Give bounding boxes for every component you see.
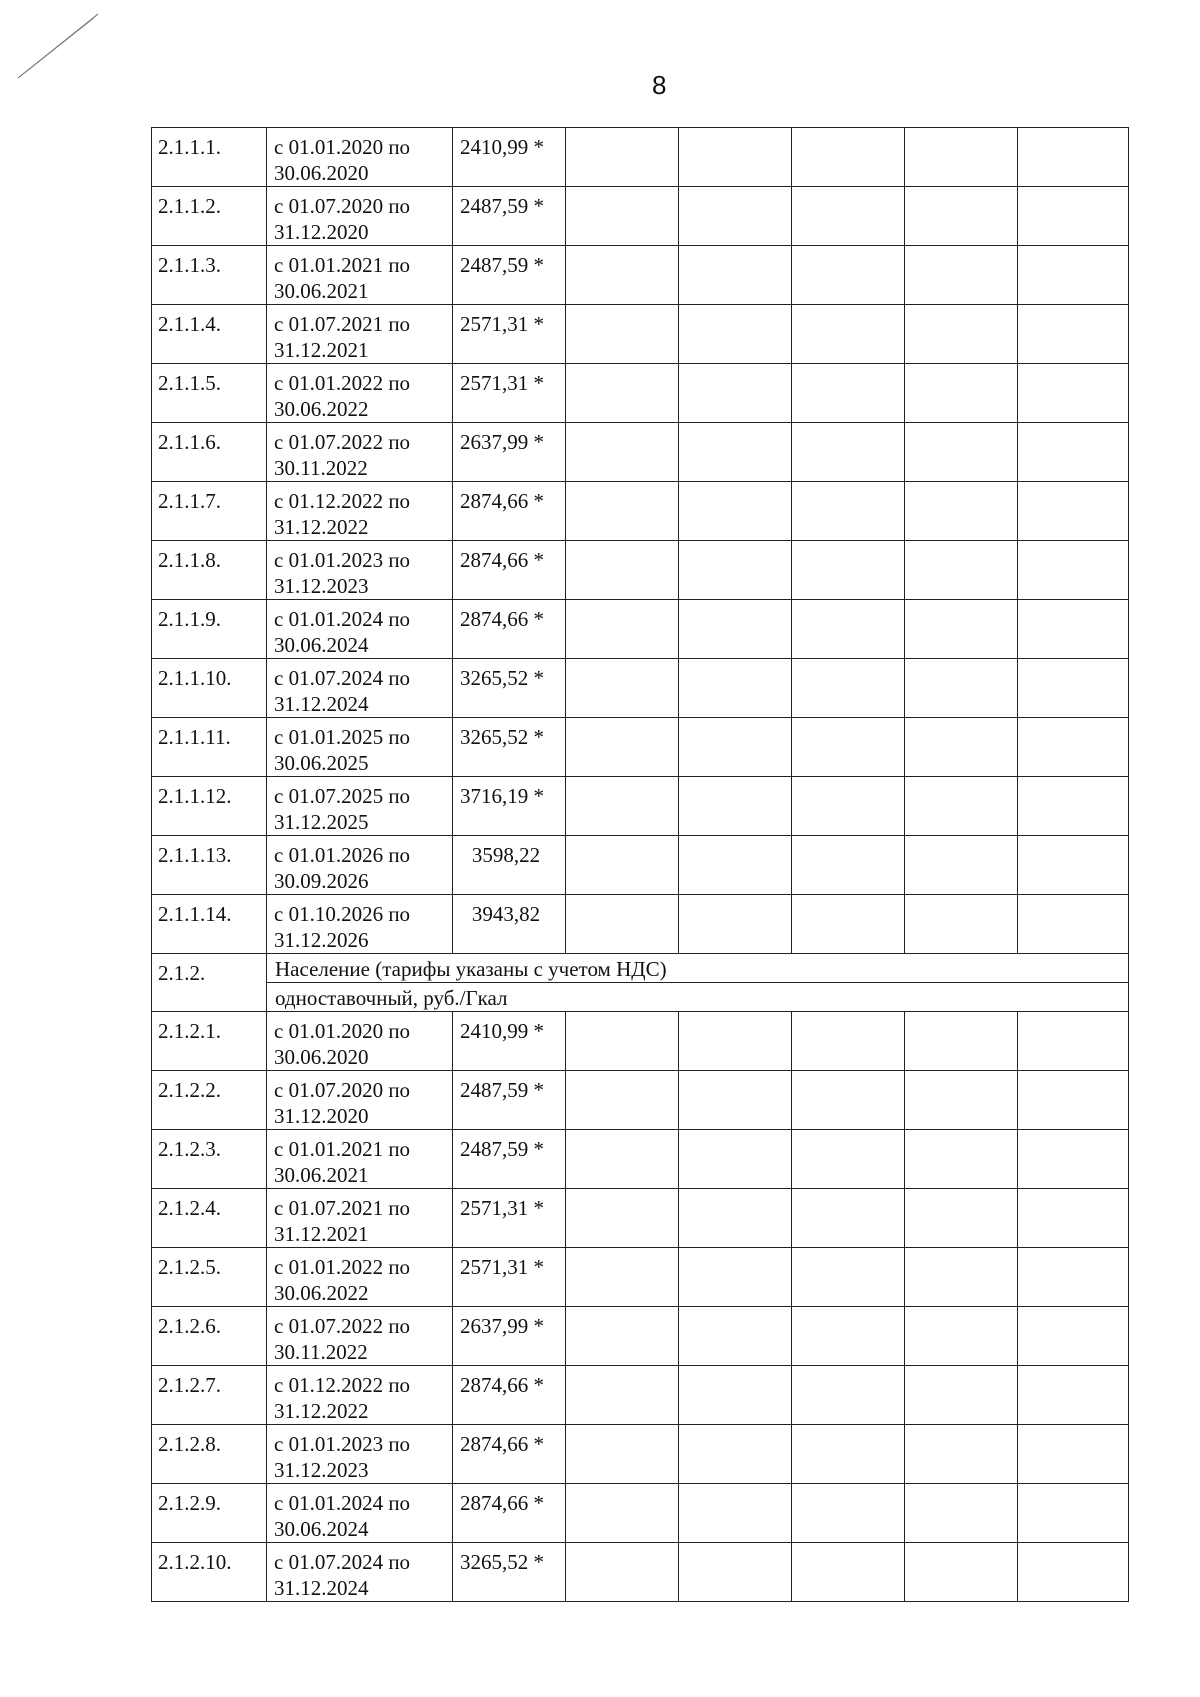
empty-cell	[905, 423, 1018, 482]
empty-cell	[905, 1189, 1018, 1248]
empty-cell	[679, 1307, 792, 1366]
empty-cell	[792, 895, 905, 954]
row-number: 2.1.1.14.	[152, 895, 267, 954]
row-number: 2.1.1.3.	[152, 246, 267, 305]
period-cell	[267, 1012, 453, 1071]
period-cell	[267, 541, 453, 600]
empty-cell	[1018, 128, 1129, 187]
pen-stroke-mark	[14, 12, 104, 82]
period-end: 31.12.2024	[274, 692, 369, 716]
empty-cell	[905, 1130, 1018, 1189]
empty-cell	[679, 1130, 792, 1189]
empty-cell	[679, 1071, 792, 1130]
empty-cell	[566, 1425, 679, 1484]
period-cell	[267, 187, 453, 246]
period-start: с 01.07.2020 по	[274, 1078, 411, 1102]
empty-cell	[1018, 246, 1129, 305]
tariff-value: 2874,66 *	[453, 482, 566, 541]
empty-cell	[905, 1307, 1018, 1366]
empty-cell	[905, 659, 1018, 718]
empty-cell	[566, 541, 679, 600]
empty-cell	[905, 364, 1018, 423]
empty-cell	[792, 600, 905, 659]
row-number: 2.1.1.12.	[152, 777, 267, 836]
empty-cell	[566, 423, 679, 482]
table-row	[152, 128, 1129, 187]
empty-cell	[1018, 600, 1129, 659]
period-start: с 01.01.2024 по	[274, 607, 411, 631]
empty-cell	[1018, 541, 1129, 600]
empty-cell	[1018, 305, 1129, 364]
period-cell	[267, 1130, 453, 1189]
period-end: 31.12.2023	[274, 574, 369, 598]
empty-cell	[1018, 1130, 1129, 1189]
period-cell	[267, 1071, 453, 1130]
empty-cell	[1018, 1189, 1129, 1248]
period-cell	[267, 482, 453, 541]
period-end: 31.12.2021	[274, 1222, 369, 1246]
empty-cell	[792, 1071, 905, 1130]
empty-cell	[792, 423, 905, 482]
empty-cell	[566, 600, 679, 659]
period-end: 31.12.2020	[274, 1104, 369, 1128]
empty-cell	[566, 128, 679, 187]
empty-cell	[1018, 1543, 1129, 1602]
tariff-value: 2487,59 *	[453, 1130, 566, 1189]
empty-cell	[1018, 895, 1129, 954]
empty-cell	[792, 1307, 905, 1366]
table-row	[152, 600, 1129, 659]
row-number: 2.1.1.2.	[152, 187, 267, 246]
period-cell	[267, 128, 453, 187]
empty-cell	[905, 895, 1018, 954]
empty-cell	[792, 718, 905, 777]
table-row	[152, 482, 1129, 541]
table-row	[152, 541, 1129, 600]
empty-cell	[679, 1484, 792, 1543]
empty-cell	[1018, 836, 1129, 895]
row-number: 2.1.1.5.	[152, 364, 267, 423]
row-number: 2.1.1.13.	[152, 836, 267, 895]
table-row	[152, 423, 1129, 482]
period-cell	[267, 659, 453, 718]
table-row	[152, 364, 1129, 423]
empty-cell	[905, 718, 1018, 777]
empty-cell	[679, 246, 792, 305]
period-end: 31.12.2022	[274, 515, 369, 539]
empty-cell	[905, 1071, 1018, 1130]
period-start: с 01.12.2022 по	[274, 489, 411, 513]
period-start: с 01.01.2024 по	[274, 1491, 411, 1515]
period-cell	[267, 836, 453, 895]
period-start: с 01.07.2022 по	[274, 430, 411, 454]
empty-cell	[679, 777, 792, 836]
empty-cell	[905, 1543, 1018, 1602]
table-row	[152, 1366, 1129, 1425]
table-row	[152, 246, 1129, 305]
empty-cell	[792, 836, 905, 895]
group-number: 2.1.2.	[152, 954, 267, 1012]
empty-cell	[905, 541, 1018, 600]
empty-cell	[792, 1425, 905, 1484]
empty-cell	[566, 187, 679, 246]
period-end: 30.06.2022	[274, 1281, 369, 1305]
period-end: 30.06.2024	[274, 1517, 369, 1541]
empty-cell	[679, 1189, 792, 1248]
period-end: 30.06.2021	[274, 1163, 369, 1187]
period-end: 31.12.2023	[274, 1458, 369, 1482]
table-row	[152, 1307, 1129, 1366]
tariff-value: 2637,99 *	[453, 1307, 566, 1366]
period-end: 31.12.2026	[274, 928, 369, 952]
tariff-value: 2410,99 *	[453, 128, 566, 187]
empty-cell	[566, 1071, 679, 1130]
empty-cell	[792, 1130, 905, 1189]
table-row	[152, 305, 1129, 364]
empty-cell	[792, 541, 905, 600]
row-number: 2.1.2.8.	[152, 1425, 267, 1484]
empty-cell	[679, 1012, 792, 1071]
empty-cell	[1018, 1071, 1129, 1130]
tariff-value: 2487,59 *	[453, 1071, 566, 1130]
empty-cell	[566, 305, 679, 364]
empty-cell	[679, 1248, 792, 1307]
empty-cell	[679, 128, 792, 187]
table-row	[152, 777, 1129, 836]
tariff-table	[151, 127, 1129, 1602]
empty-cell	[679, 423, 792, 482]
period-end: 30.09.2026	[274, 869, 369, 893]
period-end: 31.12.2020	[274, 220, 369, 244]
section-2-1-2-header	[152, 954, 1129, 1012]
empty-cell	[566, 482, 679, 541]
group-subheader-row	[152, 983, 1129, 1012]
empty-cell	[679, 1425, 792, 1484]
period-end: 31.12.2024	[274, 1576, 369, 1600]
tariff-value: 2874,66 *	[453, 1366, 566, 1425]
row-number: 2.1.1.6.	[152, 423, 267, 482]
tariff-value: 2487,59 *	[453, 246, 566, 305]
group-subtitle: одноставочный, руб./Гкал	[267, 983, 1129, 1012]
empty-cell	[566, 777, 679, 836]
empty-cell	[566, 718, 679, 777]
tariff-value: 2874,66 *	[453, 1484, 566, 1543]
section-2-1-1-rows	[152, 128, 1129, 954]
row-number: 2.1.2.3.	[152, 1130, 267, 1189]
empty-cell	[679, 600, 792, 659]
tariff-value: 2874,66 *	[453, 600, 566, 659]
tariff-value: 2637,99 *	[453, 423, 566, 482]
table-row	[152, 1543, 1129, 1602]
period-start: с 01.12.2022 по	[274, 1373, 411, 1397]
empty-cell	[679, 187, 792, 246]
period-start: с 01.07.2021 по	[274, 312, 411, 336]
empty-cell	[905, 1425, 1018, 1484]
table-row	[152, 1130, 1129, 1189]
empty-cell	[566, 1484, 679, 1543]
period-cell	[267, 1543, 453, 1602]
empty-cell	[905, 482, 1018, 541]
empty-cell	[1018, 1366, 1129, 1425]
table-row	[152, 1248, 1129, 1307]
empty-cell	[905, 600, 1018, 659]
period-end: 31.12.2021	[274, 338, 369, 362]
empty-cell	[679, 364, 792, 423]
period-start: с 01.01.2021 по	[274, 1137, 411, 1161]
period-cell	[267, 777, 453, 836]
table-row	[152, 1071, 1129, 1130]
period-cell	[267, 305, 453, 364]
period-start: с 01.01.2025 по	[274, 725, 411, 749]
empty-cell	[1018, 777, 1129, 836]
empty-cell	[566, 1012, 679, 1071]
empty-cell	[679, 482, 792, 541]
empty-cell	[679, 1543, 792, 1602]
empty-cell	[1018, 482, 1129, 541]
empty-cell	[905, 1366, 1018, 1425]
row-number: 2.1.1.11.	[152, 718, 267, 777]
period-end: 30.06.2025	[274, 751, 369, 775]
period-start: с 01.01.2021 по	[274, 253, 411, 277]
empty-cell	[566, 895, 679, 954]
period-cell	[267, 1248, 453, 1307]
period-cell	[267, 364, 453, 423]
period-cell	[267, 1189, 453, 1248]
tariff-value: 3598,22	[453, 836, 566, 895]
period-start: с 01.07.2020 по	[274, 194, 411, 218]
empty-cell	[1018, 423, 1129, 482]
table-row	[152, 659, 1129, 718]
empty-cell	[792, 777, 905, 836]
tariff-value: 2571,31 *	[453, 1189, 566, 1248]
period-end: 30.06.2022	[274, 397, 369, 421]
row-number: 2.1.2.6.	[152, 1307, 267, 1366]
period-end: 30.06.2021	[274, 279, 369, 303]
period-cell	[267, 1425, 453, 1484]
empty-cell	[679, 836, 792, 895]
empty-cell	[566, 1543, 679, 1602]
period-start: с 01.01.2026 по	[274, 843, 411, 867]
row-number: 2.1.1.9.	[152, 600, 267, 659]
empty-cell	[792, 1248, 905, 1307]
tariff-value: 2874,66 *	[453, 1425, 566, 1484]
table-row	[152, 187, 1129, 246]
empty-cell	[792, 1543, 905, 1602]
empty-cell	[1018, 1248, 1129, 1307]
empty-cell	[566, 246, 679, 305]
tariff-value: 2571,31 *	[453, 305, 566, 364]
empty-cell	[566, 1189, 679, 1248]
empty-cell	[679, 659, 792, 718]
period-cell	[267, 1366, 453, 1425]
table-row	[152, 1484, 1129, 1543]
period-start: с 01.07.2024 по	[274, 1550, 411, 1574]
period-cell	[267, 895, 453, 954]
period-cell	[267, 423, 453, 482]
empty-cell	[566, 1307, 679, 1366]
row-number: 2.1.2.10.	[152, 1543, 267, 1602]
period-cell	[267, 718, 453, 777]
period-start: с 01.07.2025 по	[274, 784, 411, 808]
period-cell	[267, 246, 453, 305]
row-number: 2.1.1.4.	[152, 305, 267, 364]
tariff-value: 3943,82	[453, 895, 566, 954]
row-number: 2.1.2.1.	[152, 1012, 267, 1071]
empty-cell	[679, 1366, 792, 1425]
row-number: 2.1.2.9.	[152, 1484, 267, 1543]
empty-cell	[905, 128, 1018, 187]
section-2-1-2-rows	[152, 1012, 1129, 1602]
period-cell	[267, 1307, 453, 1366]
period-start: с 01.07.2021 по	[274, 1196, 411, 1220]
table-row	[152, 895, 1129, 954]
empty-cell	[905, 1248, 1018, 1307]
tariff-value: 2571,31 *	[453, 1248, 566, 1307]
empty-cell	[679, 895, 792, 954]
empty-cell	[679, 718, 792, 777]
empty-cell	[905, 836, 1018, 895]
period-start: с 01.10.2026 по	[274, 902, 411, 926]
empty-cell	[792, 1484, 905, 1543]
tariff-value: 3265,52 *	[453, 1543, 566, 1602]
tariff-value: 2571,31 *	[453, 364, 566, 423]
tariff-value: 2487,59 *	[453, 187, 566, 246]
empty-cell	[679, 541, 792, 600]
tariff-value: 3716,19 *	[453, 777, 566, 836]
period-start: с 01.07.2024 по	[274, 666, 411, 690]
table-row	[152, 1012, 1129, 1071]
period-end: 30.06.2020	[274, 1045, 369, 1069]
empty-cell	[1018, 364, 1129, 423]
period-cell	[267, 1484, 453, 1543]
empty-cell	[792, 482, 905, 541]
period-start: с 01.01.2022 по	[274, 1255, 411, 1279]
group-header-row	[152, 954, 1129, 983]
tariff-value: 3265,52 *	[453, 718, 566, 777]
period-end: 30.11.2022	[274, 456, 368, 480]
row-number: 2.1.2.2.	[152, 1071, 267, 1130]
empty-cell	[1018, 1307, 1129, 1366]
empty-cell	[905, 1012, 1018, 1071]
empty-cell	[1018, 659, 1129, 718]
empty-cell	[566, 1130, 679, 1189]
period-end: 31.12.2022	[274, 1399, 369, 1423]
empty-cell	[905, 246, 1018, 305]
tariff-value: 2410,99 *	[453, 1012, 566, 1071]
empty-cell	[1018, 718, 1129, 777]
row-number: 2.1.2.5.	[152, 1248, 267, 1307]
period-start: с 01.07.2022 по	[274, 1314, 411, 1338]
empty-cell	[792, 187, 905, 246]
row-number: 2.1.1.7.	[152, 482, 267, 541]
empty-cell	[1018, 1484, 1129, 1543]
empty-cell	[792, 364, 905, 423]
empty-cell	[566, 659, 679, 718]
empty-cell	[792, 246, 905, 305]
empty-cell	[905, 1484, 1018, 1543]
empty-cell	[792, 659, 905, 718]
period-end: 30.06.2024	[274, 633, 369, 657]
tariff-value: 2874,66 *	[453, 541, 566, 600]
row-number: 2.1.2.4.	[152, 1189, 267, 1248]
empty-cell	[566, 1248, 679, 1307]
period-start: с 01.01.2023 по	[274, 1432, 411, 1456]
empty-cell	[566, 836, 679, 895]
empty-cell	[1018, 1012, 1129, 1071]
period-end: 30.11.2022	[274, 1340, 368, 1364]
empty-cell	[566, 364, 679, 423]
empty-cell	[566, 1366, 679, 1425]
empty-cell	[792, 128, 905, 187]
period-start: с 01.01.2020 по	[274, 1019, 411, 1043]
empty-cell	[905, 187, 1018, 246]
row-number: 2.1.1.10.	[152, 659, 267, 718]
table-row	[152, 1425, 1129, 1484]
period-end: 31.12.2025	[274, 810, 369, 834]
period-start: с 01.01.2022 по	[274, 371, 411, 395]
period-start: с 01.01.2020 по	[274, 135, 411, 159]
table-row	[152, 1189, 1129, 1248]
empty-cell	[792, 1366, 905, 1425]
empty-cell	[792, 305, 905, 364]
empty-cell	[905, 777, 1018, 836]
period-cell	[267, 600, 453, 659]
page-number: 8	[652, 70, 667, 100]
period-end: 30.06.2020	[274, 161, 369, 185]
tariff-value: 3265,52 *	[453, 659, 566, 718]
empty-cell	[1018, 187, 1129, 246]
empty-cell	[905, 305, 1018, 364]
empty-cell	[792, 1189, 905, 1248]
empty-cell	[792, 1012, 905, 1071]
group-title: Население (тарифы указаны с учетом НДС)	[267, 954, 1129, 983]
empty-cell	[679, 305, 792, 364]
period-start: с 01.01.2023 по	[274, 548, 411, 572]
row-number: 2.1.1.1.	[152, 128, 267, 187]
empty-cell	[1018, 1425, 1129, 1484]
row-number: 2.1.2.7.	[152, 1366, 267, 1425]
table-row	[152, 836, 1129, 895]
table-row	[152, 718, 1129, 777]
row-number: 2.1.1.8.	[152, 541, 267, 600]
